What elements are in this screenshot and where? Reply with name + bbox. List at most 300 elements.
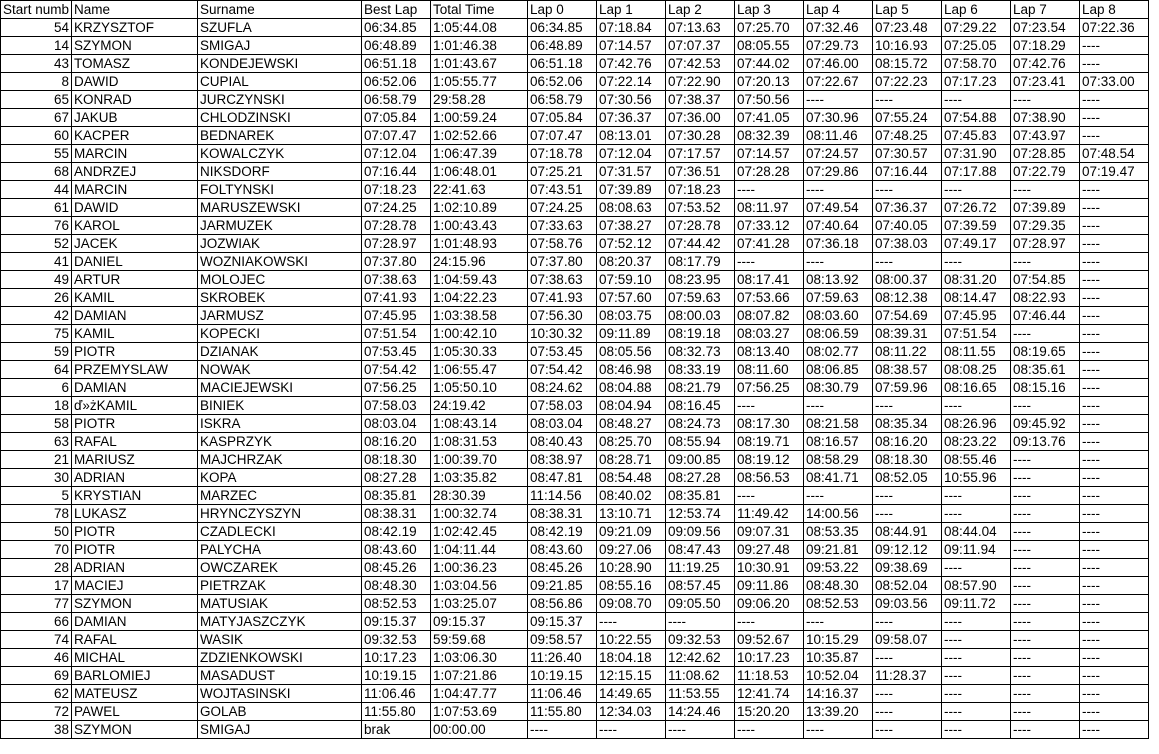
cell-name: RAFAL	[72, 433, 198, 451]
cell-name: ď»żKAMIL	[72, 397, 198, 415]
cell-total-time: 1:08:31.53	[431, 433, 528, 451]
cell-name: PIOTR	[72, 523, 198, 541]
cell-lap-2: 08:00.03	[666, 307, 735, 325]
cell-best-lap: 07:28.78	[362, 217, 431, 235]
cell-lap-2: 08:33.19	[666, 361, 735, 379]
cell-lap-0: 07:24.25	[528, 199, 597, 217]
cell-lap-5: 07:40.05	[873, 217, 942, 235]
cell-lap-5: 07:16.44	[873, 163, 942, 181]
cell-lap-3: 11:49.42	[735, 505, 804, 523]
table-row	[1, 145, 1149, 163]
cell-total-time: 1:01:48.93	[431, 235, 528, 253]
cell-lap-4: ----	[804, 613, 873, 631]
cell-surname: ZDZIENKOWSKI	[198, 649, 362, 667]
cell-best-lap: 08:45.26	[362, 559, 431, 577]
cell-lap-8: ----	[1080, 613, 1149, 631]
cell-lap-6: 07:26.72	[942, 199, 1011, 217]
cell-lap-6: 08:55.46	[942, 451, 1011, 469]
cell-lap-8: ----	[1080, 109, 1149, 127]
cell-surname: MARUSZEWSKI	[198, 199, 362, 217]
cell-lap-7: 08:35.61	[1011, 361, 1080, 379]
cell-start-number: 30	[1, 469, 72, 487]
cell-lap-7: ----	[1011, 559, 1080, 577]
cell-lap-5: 08:52.04	[873, 577, 942, 595]
cell-lap-3: 07:44.02	[735, 55, 804, 73]
cell-lap-1: 12:34.03	[597, 703, 666, 721]
cell-best-lap: 07:45.95	[362, 307, 431, 325]
cell-lap-5: 07:54.69	[873, 307, 942, 325]
cell-name: TOMASZ	[72, 55, 198, 73]
cell-lap-2: 08:35.81	[666, 487, 735, 505]
cell-lap-2: 08:17.79	[666, 253, 735, 271]
cell-lap-0: ----	[528, 721, 597, 739]
cell-start-number: 77	[1, 595, 72, 613]
table-row	[1, 217, 1149, 235]
cell-lap-6: 07:45.95	[942, 307, 1011, 325]
cell-lap-2: 07:17.57	[666, 145, 735, 163]
cell-lap-6: 09:11.72	[942, 595, 1011, 613]
cell-lap-1: 08:40.02	[597, 487, 666, 505]
cell-lap-0: 07:54.42	[528, 361, 597, 379]
cell-total-time: 1:00:59.24	[431, 109, 528, 127]
cell-surname: WOZNIAKOWSKI	[198, 253, 362, 271]
cell-lap-3: 08:13.40	[735, 343, 804, 361]
cell-lap-8: ----	[1080, 217, 1149, 235]
table-row	[1, 577, 1149, 595]
cell-start-number: 64	[1, 361, 72, 379]
cell-lap-7: ----	[1011, 541, 1080, 559]
cell-lap-0: 08:38.31	[528, 505, 597, 523]
cell-lap-6: 08:16.65	[942, 379, 1011, 397]
cell-name: KAROL	[72, 217, 198, 235]
cell-best-lap: 11:06.46	[362, 685, 431, 703]
header-lap-0: Lap 0	[528, 1, 597, 19]
cell-best-lap: 07:18.23	[362, 181, 431, 199]
cell-lap-4: 08:48.30	[804, 577, 873, 595]
cell-name: MARIUSZ	[72, 451, 198, 469]
cell-lap-2: 14:24.46	[666, 703, 735, 721]
cell-lap-0: 07:58.76	[528, 235, 597, 253]
cell-lap-4: 08:30.79	[804, 379, 873, 397]
cell-lap-1: 12:15.15	[597, 667, 666, 685]
table-row	[1, 289, 1149, 307]
cell-best-lap: 07:16.44	[362, 163, 431, 181]
cell-start-number: 63	[1, 433, 72, 451]
cell-lap-2: 07:44.42	[666, 235, 735, 253]
cell-surname: KONDEJEWSKI	[198, 55, 362, 73]
cell-start-number: 49	[1, 271, 72, 289]
cell-name: PIOTR	[72, 343, 198, 361]
cell-lap-1: 08:05.56	[597, 343, 666, 361]
cell-lap-3: 11:18.53	[735, 667, 804, 685]
cell-name: PRZEMYSLAW	[72, 361, 198, 379]
cell-lap-7: 07:43.97	[1011, 127, 1080, 145]
cell-lap-3: 08:05.55	[735, 37, 804, 55]
cell-lap-1: 08:55.16	[597, 577, 666, 595]
cell-lap-8: ----	[1080, 433, 1149, 451]
cell-best-lap: 06:58.79	[362, 91, 431, 109]
cell-total-time: 1:06:55.47	[431, 361, 528, 379]
cell-lap-1: 07:12.04	[597, 145, 666, 163]
cell-lap-0: 07:43.51	[528, 181, 597, 199]
cell-lap-0: 07:58.03	[528, 397, 597, 415]
cell-best-lap: 07:51.54	[362, 325, 431, 343]
cell-lap-1: 08:54.48	[597, 469, 666, 487]
cell-lap-8: ----	[1080, 379, 1149, 397]
cell-lap-6: 07:39.59	[942, 217, 1011, 235]
cell-lap-7: ----	[1011, 487, 1080, 505]
cell-lap-3: 08:17.41	[735, 271, 804, 289]
cell-lap-4: 14:00.56	[804, 505, 873, 523]
cell-start-number: 38	[1, 721, 72, 739]
cell-start-number: 68	[1, 163, 72, 181]
cell-lap-7: 07:42.76	[1011, 55, 1080, 73]
cell-lap-3: 07:56.25	[735, 379, 804, 397]
cell-lap-5: ----	[873, 721, 942, 739]
cell-total-time: 1:02:52.66	[431, 127, 528, 145]
cell-lap-3: ----	[735, 613, 804, 631]
cell-lap-8: 07:48.54	[1080, 145, 1149, 163]
cell-lap-5: ----	[873, 487, 942, 505]
cell-lap-6: ----	[942, 685, 1011, 703]
cell-total-time: 00:00.00	[431, 721, 528, 739]
cell-best-lap: 07:54.42	[362, 361, 431, 379]
cell-lap-2: 07:36.51	[666, 163, 735, 181]
cell-total-time: 1:00:32.74	[431, 505, 528, 523]
cell-lap-5: ----	[873, 613, 942, 631]
cell-lap-8: ----	[1080, 685, 1149, 703]
table-row	[1, 271, 1149, 289]
cell-lap-4: ----	[804, 397, 873, 415]
cell-lap-3: ----	[735, 487, 804, 505]
cell-lap-0: 06:58.79	[528, 91, 597, 109]
table-row	[1, 199, 1149, 217]
cell-best-lap: 07:28.97	[362, 235, 431, 253]
cell-best-lap: 10:19.15	[362, 667, 431, 685]
cell-total-time: 1:03:06.30	[431, 649, 528, 667]
cell-lap-0: 11:14.56	[528, 487, 597, 505]
cell-lap-3: 07:41.28	[735, 235, 804, 253]
cell-lap-6: 08:26.96	[942, 415, 1011, 433]
cell-lap-8: ----	[1080, 667, 1149, 685]
cell-best-lap: 08:27.28	[362, 469, 431, 487]
cell-lap-2: ----	[666, 721, 735, 739]
cell-total-time: 29:58.28	[431, 91, 528, 109]
cell-lap-5: 07:30.57	[873, 145, 942, 163]
cell-lap-3: ----	[735, 721, 804, 739]
cell-lap-3: 07:28.28	[735, 163, 804, 181]
cell-surname: SKROBEK	[198, 289, 362, 307]
cell-lap-2: 07:07.37	[666, 37, 735, 55]
cell-lap-7: ----	[1011, 613, 1080, 631]
header-lap-1: Lap 1	[597, 1, 666, 19]
cell-lap-3: 07:14.57	[735, 145, 804, 163]
cell-start-number: 14	[1, 37, 72, 55]
cell-lap-8: ----	[1080, 703, 1149, 721]
cell-start-number: 54	[1, 19, 72, 37]
cell-lap-4: 09:21.81	[804, 541, 873, 559]
table-row	[1, 343, 1149, 361]
cell-lap-8: ----	[1080, 271, 1149, 289]
cell-lap-5: 07:59.96	[873, 379, 942, 397]
cell-best-lap: 07:58.03	[362, 397, 431, 415]
cell-lap-3: 07:20.13	[735, 73, 804, 91]
cell-name: MICHAL	[72, 649, 198, 667]
cell-lap-5: ----	[873, 649, 942, 667]
cell-lap-6: 08:14.47	[942, 289, 1011, 307]
cell-lap-5: 09:38.69	[873, 559, 942, 577]
cell-lap-4: 07:30.96	[804, 109, 873, 127]
cell-lap-6: 08:23.22	[942, 433, 1011, 451]
cell-lap-5: 07:48.25	[873, 127, 942, 145]
cell-start-number: 65	[1, 91, 72, 109]
cell-total-time: 1:04:59.43	[431, 271, 528, 289]
cell-lap-7: 07:46.44	[1011, 307, 1080, 325]
cell-surname: JOZWIAK	[198, 235, 362, 253]
cell-lap-2: 07:30.28	[666, 127, 735, 145]
cell-lap-3: 08:03.27	[735, 325, 804, 343]
cell-lap-1: 07:14.57	[597, 37, 666, 55]
table-row	[1, 595, 1149, 613]
cell-start-number: 74	[1, 631, 72, 649]
cell-lap-3: 07:41.05	[735, 109, 804, 127]
header-total-time: Total Time	[431, 1, 528, 19]
cell-name: DAMIAN	[72, 613, 198, 631]
cell-lap-6: ----	[942, 667, 1011, 685]
cell-lap-5: ----	[873, 397, 942, 415]
cell-lap-3: 07:53.66	[735, 289, 804, 307]
cell-lap-8: ----	[1080, 361, 1149, 379]
cell-surname: BEDNAREK	[198, 127, 362, 145]
cell-total-time: 1:05:30.33	[431, 343, 528, 361]
cell-lap-4: 08:58.29	[804, 451, 873, 469]
table-row	[1, 397, 1149, 415]
cell-lap-0: 09:15.37	[528, 613, 597, 631]
cell-start-number: 67	[1, 109, 72, 127]
cell-lap-2: ----	[666, 613, 735, 631]
cell-lap-5: 07:22.23	[873, 73, 942, 91]
header-name: Name	[72, 1, 198, 19]
cell-lap-4: ----	[804, 91, 873, 109]
cell-lap-2: 08:47.43	[666, 541, 735, 559]
cell-lap-6: 07:29.22	[942, 19, 1011, 37]
cell-surname: MOLOJEC	[198, 271, 362, 289]
cell-best-lap: 08:35.81	[362, 487, 431, 505]
cell-lap-0: 06:52.06	[528, 73, 597, 91]
header-start-number: Start numb	[1, 1, 72, 19]
cell-surname: MASADUST	[198, 667, 362, 685]
cell-lap-3: 09:07.31	[735, 523, 804, 541]
cell-lap-6: ----	[942, 505, 1011, 523]
cell-start-number: 69	[1, 667, 72, 685]
cell-lap-2: 08:19.18	[666, 325, 735, 343]
cell-surname: KASPRZYK	[198, 433, 362, 451]
cell-lap-6: ----	[942, 253, 1011, 271]
cell-start-number: 72	[1, 703, 72, 721]
cell-name: BARLOMIEJ	[72, 667, 198, 685]
table-row	[1, 721, 1149, 739]
cell-lap-2: 08:57.45	[666, 577, 735, 595]
cell-total-time: 1:07:21.86	[431, 667, 528, 685]
cell-best-lap: 08:16.20	[362, 433, 431, 451]
cell-lap-4: 10:52.04	[804, 667, 873, 685]
cell-start-number: 75	[1, 325, 72, 343]
cell-lap-2: 07:59.63	[666, 289, 735, 307]
cell-start-number: 76	[1, 217, 72, 235]
cell-lap-8: ----	[1080, 541, 1149, 559]
cell-start-number: 61	[1, 199, 72, 217]
header-surname: Surname	[198, 1, 362, 19]
cell-lap-0: 09:21.85	[528, 577, 597, 595]
cell-surname: SMIGAJ	[198, 37, 362, 55]
cell-lap-1: 07:22.14	[597, 73, 666, 91]
cell-lap-7: ----	[1011, 91, 1080, 109]
cell-lap-4: 08:41.71	[804, 469, 873, 487]
cell-lap-7: ----	[1011, 577, 1080, 595]
table-row	[1, 541, 1149, 559]
cell-surname: PALYCHA	[198, 541, 362, 559]
cell-total-time: 1:04:11.44	[431, 541, 528, 559]
cell-best-lap: 11:55.80	[362, 703, 431, 721]
cell-surname: NIKSDORF	[198, 163, 362, 181]
cell-lap-4: 13:39.20	[804, 703, 873, 721]
cell-best-lap: 08:52.53	[362, 595, 431, 613]
cell-surname: OWCZAREK	[198, 559, 362, 577]
cell-lap-4: ----	[804, 181, 873, 199]
cell-surname: BINIEK	[198, 397, 362, 415]
cell-lap-3: 08:11.60	[735, 361, 804, 379]
cell-total-time: 1:06:48.01	[431, 163, 528, 181]
cell-lap-7: ----	[1011, 667, 1080, 685]
cell-lap-4: 07:22.67	[804, 73, 873, 91]
cell-lap-6: 08:44.04	[942, 523, 1011, 541]
cell-lap-3: 07:33.12	[735, 217, 804, 235]
cell-best-lap: 07:56.25	[362, 379, 431, 397]
cell-lap-7: 09:13.76	[1011, 433, 1080, 451]
cell-lap-3: 08:19.12	[735, 451, 804, 469]
cell-lap-2: 08:27.28	[666, 469, 735, 487]
table-row	[1, 19, 1149, 37]
cell-lap-1: 08:08.63	[597, 199, 666, 217]
cell-lap-7: 08:22.93	[1011, 289, 1080, 307]
cell-lap-4: 07:40.64	[804, 217, 873, 235]
cell-lap-7: ----	[1011, 649, 1080, 667]
cell-lap-5: ----	[873, 181, 942, 199]
table-row	[1, 73, 1149, 91]
cell-lap-6: ----	[942, 181, 1011, 199]
cell-lap-7: 07:28.97	[1011, 235, 1080, 253]
cell-start-number: 46	[1, 649, 72, 667]
cell-total-time: 1:00:39.70	[431, 451, 528, 469]
cell-lap-4: 08:06.59	[804, 325, 873, 343]
cell-name: SZYMON	[72, 721, 198, 739]
cell-lap-7: 07:39.89	[1011, 199, 1080, 217]
cell-name: RAFAL	[72, 631, 198, 649]
cell-lap-1: 07:42.76	[597, 55, 666, 73]
table-row	[1, 253, 1149, 271]
table-row	[1, 631, 1149, 649]
cell-surname: WOJTASINSKI	[198, 685, 362, 703]
header-lap-7: Lap 7	[1011, 1, 1080, 19]
cell-lap-0: 08:45.26	[528, 559, 597, 577]
table-row	[1, 613, 1149, 631]
cell-best-lap: 07:05.84	[362, 109, 431, 127]
cell-surname: JARMUZEK	[198, 217, 362, 235]
cell-lap-1: 10:28.90	[597, 559, 666, 577]
cell-start-number: 70	[1, 541, 72, 559]
cell-lap-1: 08:25.70	[597, 433, 666, 451]
cell-lap-3: 10:17.23	[735, 649, 804, 667]
cell-lap-1: 08:04.94	[597, 397, 666, 415]
cell-lap-7: ----	[1011, 505, 1080, 523]
cell-surname: KOWALCZYK	[198, 145, 362, 163]
cell-lap-8: ----	[1080, 343, 1149, 361]
cell-total-time: 1:02:42.45	[431, 523, 528, 541]
cell-best-lap: 08:48.30	[362, 577, 431, 595]
cell-name: KRYSTIAN	[72, 487, 198, 505]
cell-lap-6: 07:31.90	[942, 145, 1011, 163]
cell-lap-0: 11:26.40	[528, 649, 597, 667]
cell-name: JAKUB	[72, 109, 198, 127]
cell-lap-2: 07:53.52	[666, 199, 735, 217]
cell-surname: CHLODZINSKI	[198, 109, 362, 127]
cell-lap-4: 07:29.73	[804, 37, 873, 55]
cell-lap-1: 07:39.89	[597, 181, 666, 199]
cell-lap-0: 07:38.63	[528, 271, 597, 289]
cell-lap-1: 07:18.84	[597, 19, 666, 37]
cell-lap-8: 07:33.00	[1080, 73, 1149, 91]
cell-lap-4: 10:35.87	[804, 649, 873, 667]
cell-best-lap: 07:07.47	[362, 127, 431, 145]
cell-name: DAMIAN	[72, 307, 198, 325]
cell-lap-7: 07:54.85	[1011, 271, 1080, 289]
cell-surname: CZADLECKI	[198, 523, 362, 541]
cell-lap-0: 08:42.19	[528, 523, 597, 541]
cell-lap-2: 11:08.62	[666, 667, 735, 685]
cell-best-lap: 07:37.80	[362, 253, 431, 271]
cell-name: SZYMON	[72, 595, 198, 613]
cell-lap-0: 07:41.93	[528, 289, 597, 307]
table-row	[1, 649, 1149, 667]
cell-lap-2: 07:13.63	[666, 19, 735, 37]
cell-lap-3: ----	[735, 253, 804, 271]
cell-lap-1: 07:38.27	[597, 217, 666, 235]
cell-surname: MAJCHRZAK	[198, 451, 362, 469]
cell-start-number: 52	[1, 235, 72, 253]
cell-total-time: 1:00:36.23	[431, 559, 528, 577]
cell-surname: MATUSIAK	[198, 595, 362, 613]
cell-lap-3: 08:56.53	[735, 469, 804, 487]
cell-lap-6: ----	[942, 721, 1011, 739]
cell-lap-2: 12:53.74	[666, 505, 735, 523]
cell-lap-5: ----	[873, 253, 942, 271]
cell-lap-2: 09:32.53	[666, 631, 735, 649]
table-row	[1, 379, 1149, 397]
cell-name: MACIEJ	[72, 577, 198, 595]
cell-name: ARTUR	[72, 271, 198, 289]
table-row	[1, 109, 1149, 127]
cell-lap-6: 08:08.25	[942, 361, 1011, 379]
cell-total-time: 1:03:35.82	[431, 469, 528, 487]
cell-lap-1: 09:27.06	[597, 541, 666, 559]
cell-lap-8: ----	[1080, 37, 1149, 55]
cell-start-number: 43	[1, 55, 72, 73]
cell-lap-0: 07:56.30	[528, 307, 597, 325]
cell-best-lap: 09:15.37	[362, 613, 431, 631]
cell-lap-6: 07:54.88	[942, 109, 1011, 127]
cell-lap-2: 11:53.55	[666, 685, 735, 703]
cell-lap-3: 12:41.74	[735, 685, 804, 703]
